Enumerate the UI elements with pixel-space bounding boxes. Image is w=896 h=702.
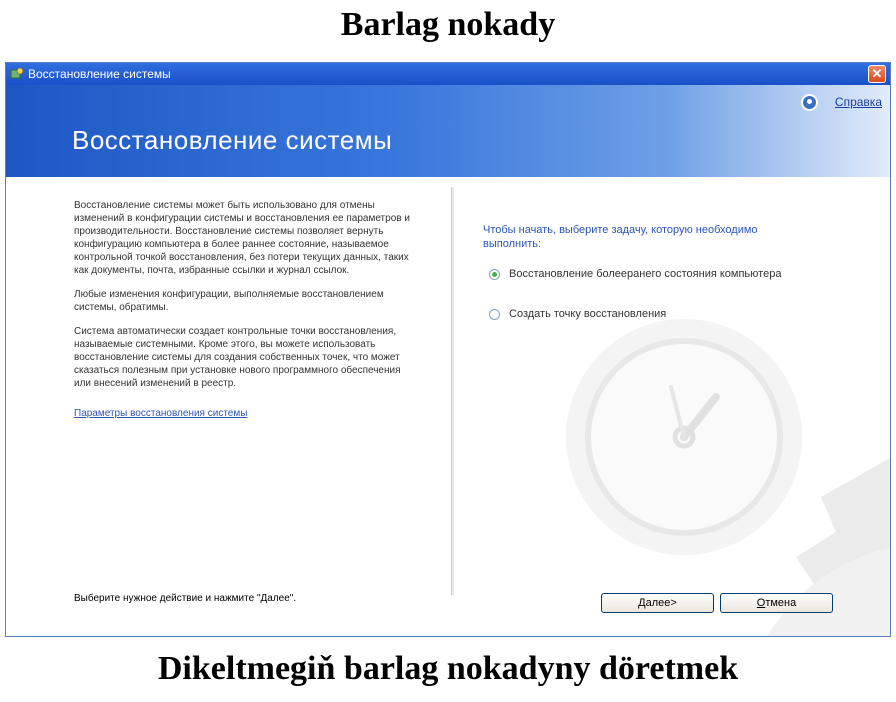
vertical-divider — [451, 187, 454, 595]
instruction-hint: Выберите нужное действие и нажмите "Далее". — [74, 593, 297, 604]
radio-button[interactable] — [489, 309, 500, 320]
page-title: Восстановление системы — [72, 125, 393, 155]
radio-button-checked[interactable] — [489, 269, 500, 280]
clock-watermark-icon — [566, 287, 891, 637]
system-restore-app-icon — [10, 67, 24, 81]
cancel-button[interactable] — [720, 593, 833, 613]
close-button[interactable] — [868, 65, 886, 83]
description-paragraph: Восстановление системы может быть использовано для отмены изменений в конфигурации системы и восстановления ее параметров и производительности. Восстановление системы позволяет вернуть конфигурацию компьютера в более раннее состояние, называемое контрольной точкой восстановления, без потери текущих данных, таких как документы, почта, избранные ссылки и журнал ссылок. — [74, 200, 410, 276]
next-button[interactable] — [601, 593, 714, 613]
help-link[interactable]: Справка — [834, 95, 882, 109]
description-paragraph: Система автоматически создает контрольные точки восстановления, называемые системными. Кроме этого, вы можете использовать восстановление системы для создания собственных точек, что может сказаться полезным при установке нового программного обеспечения или внесений изменений в реестр. — [74, 326, 401, 389]
option-label[interactable]: Создать точку восстановления — [509, 308, 667, 320]
help-icon[interactable] — [801, 94, 818, 111]
restore-settings-link[interactable]: Параметры восстановления системы — [74, 408, 248, 419]
window-title: Восстановление системы — [28, 67, 171, 81]
description-text — [74, 199, 414, 401]
task-prompt: Чтобы начать, выберите задачу, которую необходимо выполнить: — [483, 224, 758, 250]
header-banner — [6, 85, 890, 177]
title-bar[interactable] — [6, 63, 890, 85]
close-icon: ✕ — [871, 66, 883, 81]
system-restore-window — [5, 62, 891, 637]
bottom-caption: Dikeltmegiň barlag nokadyny döretmek — [157, 650, 739, 687]
top-caption: Barlag nokady — [340, 6, 556, 43]
main-content — [6, 177, 890, 637]
option-create-restore-point[interactable] — [489, 307, 666, 321]
option-label[interactable]: Восстановление болееранего состояния компьютера — [509, 268, 782, 280]
description-paragraph: Любые изменения конфигурации, выполняемые восстановлением системы, обратимы. — [74, 289, 384, 313]
cancel-button-accel: О — [756, 597, 766, 609]
option-restore-earlier-state[interactable] — [489, 267, 789, 281]
cancel-button-label: тмена — [765, 597, 797, 609]
next-button-label: алее> — [645, 597, 677, 609]
next-button-accel: Д — [638, 597, 646, 609]
